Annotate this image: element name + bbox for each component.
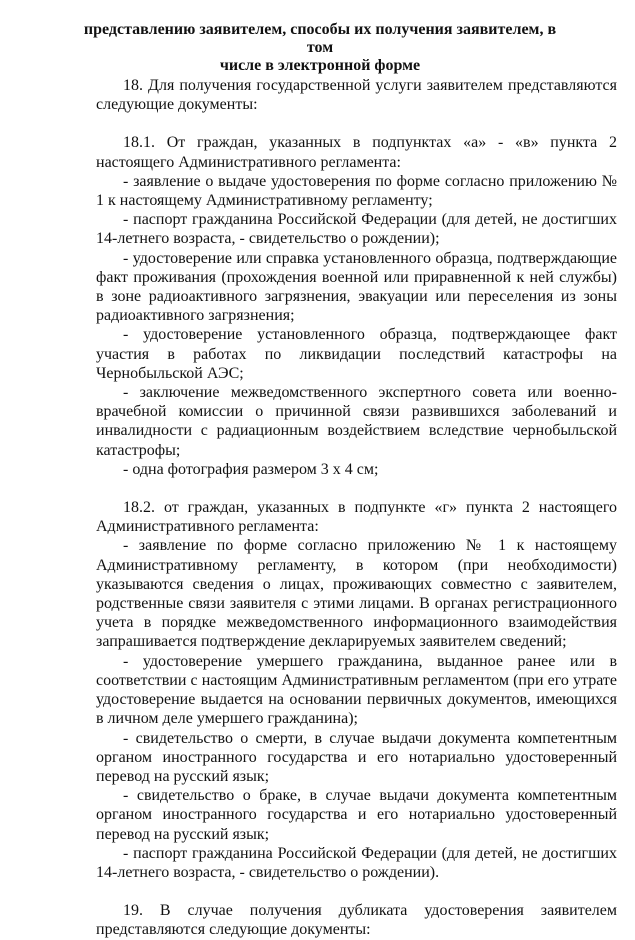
paragraph: 19. В случае получения дубликата удостоверения заявителем представляются следующие документы:: [96, 902, 617, 939]
paragraph: 18. Для получения государственной услуги заявителем представляются следующие документы:: [96, 77, 617, 114]
paragraph: - свидетельство о смерти, в случае выдачи документа компетентным органом иностранного государства и его нотариально удостоверенный перевод на русский язык;: [96, 729, 617, 785]
paragraph-spacer: [96, 114, 617, 133]
paragraph: - заявление по форме согласно приложению № 1 к настоящему Административному регламенту, в котором (при необходимости) указываются сведения о лицах, проживающих совместно с заявителем, родственные связи заявителя с этими лицами. В органах регистрационного учета в порядке межведомственного информационного взаимодействия запрашивается подтверждение декларируемых заявителем сведений;: [96, 537, 617, 651]
section-heading: [80, 21, 560, 75]
paragraph: - удостоверение умершего гражданина, выданное ранее или в соответствии с настоящим Административным регламентом (при его утрате удостоверение выдается на основании первичных документов, имеющихся в личном деле умершего гражданина);: [96, 652, 617, 728]
document-body: [96, 76, 617, 940]
paragraph: 18.2. от граждан, указанных в подпункте «г» пункта 2 настоящего Административного регламента:: [96, 499, 617, 536]
paragraph: - удостоверение или справка установленного образца, подтверждающие факт проживания (прохождения военной или приравненной к ней службы) в зоне радиоактивного загрязнения, эвакуации или переселения из зоны радиоактивного загрязнения;: [96, 249, 617, 325]
paragraph-spacer: [96, 479, 617, 498]
paragraph: - удостоверение установленного образца, подтверждающее факт участия в работах по ликвидации последствий катастрофы на Чернобыльской АЭС;: [96, 326, 617, 382]
paragraph: - паспорт гражданина Российской Федерации (для детей, не достигших 14-летнего возраста, - свидетельство о рождении);: [96, 211, 617, 248]
heading-line-1: представлению заявителем, способы их получения заявителем, в том: [83, 21, 557, 56]
paragraph: - заявление о выдаче удостоверения по форме согласно приложению № 1 к настоящему Административному регламенту;: [96, 172, 617, 210]
paragraph: - заключение межведомственного экспертного совета или военно-врачебной комиссии о причинной связи развившихся заболеваний и инвалидности с радиационным воздействием вследствие чернобыльской катастрофы;: [96, 384, 617, 459]
paragraph: - свидетельство о браке, в случае выдачи документа компетентным органом иностранного государства и его нотариально удостоверенный перевод на русский язык;: [96, 787, 617, 843]
paragraph-spacer: [96, 882, 617, 901]
paragraph: - одна фотография размером 3 х 4 см;: [123, 460, 379, 478]
paragraph: - паспорт гражданина Российской Федерации (для детей, не достигших 14-летнего возраста, - свидетельство о рождении).: [96, 844, 617, 881]
paragraph: 18.1. От граждан, указанных в подпунктах «а» - «в» пункта 2 настоящего Административного регламента:: [96, 134, 617, 171]
heading-line-2: числе в электронной форме: [219, 57, 421, 74]
